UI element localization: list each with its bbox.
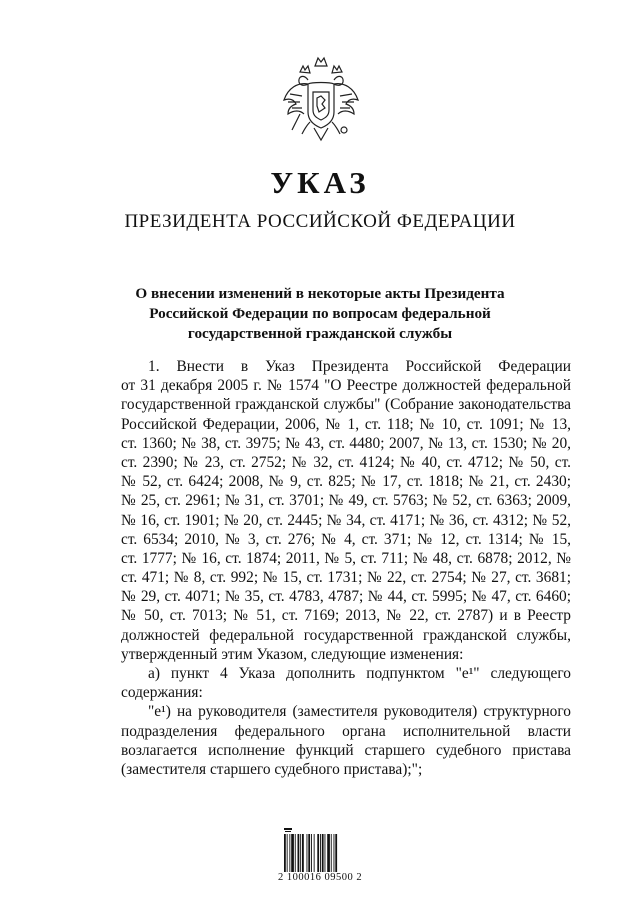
barcode-bar [322, 834, 324, 872]
body-line: № 16, ст. 1901; № 20, ст. 2445; № 34, ст. 4171; № 36, ст. 4312; № 52, [121, 511, 571, 529]
barcode-number: 2 100016 09500 2 [277, 872, 363, 883]
heading-line: Российской Федерации по вопросам федеральной [149, 305, 491, 322]
barcode-bar [284, 834, 286, 872]
barcode-bar [317, 834, 319, 872]
body-line: ст. 2390; № 23, ст. 2752; № 32, ст. 4124; № 40, ст. 4712; № 50, ст. [121, 453, 571, 471]
barcode-bar [287, 834, 288, 872]
body-line: должностей федеральной государственной гражданской службы, [121, 626, 571, 644]
barcode-bar [331, 834, 332, 872]
barcode-bar [302, 834, 304, 872]
heading-line: государственной гражданской службы [187, 325, 453, 342]
document-subtitle: ПРЕЗИДЕНТА РОССИЙСКОЙ ФЕДЕРАЦИИ [124, 211, 516, 232]
body-line: государственной гражданской службы" (Собрание законодательства [121, 396, 571, 414]
body-line: ст. 1777; № 16, ст. 1874; 2011, № 5, ст. 711; № 48, ст. 6878; 2012, № [121, 549, 571, 567]
barcode-bar [308, 834, 310, 872]
item-a-line: а) пункт 4 Указа дополнить подпунктом "е¹" следующего [148, 665, 571, 682]
body-line: № 25, ст. 2961; № 31, ст. 3701; № 49, ст. 5763; № 52, ст. 6363; 2009, [121, 492, 571, 510]
barcode-bar [334, 834, 335, 872]
body-line: ст. 6534; 2010, № 3, ст. 276; № 4, ст. 371; № 12, ст. 1314; № 15, [121, 530, 571, 548]
document-title: УКАЗ [270, 165, 370, 200]
body-line: утвержденный этим Указом, следующие изменения: [121, 645, 464, 663]
barcode-bar [307, 834, 308, 872]
barcode-bar [314, 834, 315, 872]
decree-body [121, 357, 571, 779]
barcode-bar [327, 834, 330, 872]
body-line: 1. Внести в Указ Президента Российской Федерации [148, 358, 571, 375]
state-emblem [278, 52, 364, 144]
body-line: ст. 471; № 8, ст. 992; № 15, ст. 1731; № 22, ст. 2754; № 27, ст. 3681; [121, 569, 571, 587]
decree-heading [100, 284, 540, 344]
barcode-bar [289, 834, 290, 872]
barcode-bar [320, 834, 321, 872]
barcode-bar [291, 834, 294, 872]
quote-line: возлагается исполнение функций старшего судебного пристава [121, 741, 571, 759]
item-a-line: содержания: [121, 684, 203, 702]
body-line: от 31 декабря 2005 г. № 1574 "О Реестре должностей федеральной [121, 377, 571, 395]
body-line: № 29, ст. 4071; № 35, ст. 4783, 4787; № 44, ст. 5995; № 47, ст. 6460; [121, 588, 571, 606]
barcode-bar [311, 834, 312, 872]
body-line: Российской Федерации, 2006, № 1, ст. 118; № 10, ст. 1091; № 13, [121, 415, 571, 433]
body-line: № 52, ст. 6424; 2008, № 9, ст. 825; № 17, ст. 1818; № 21, ст. 2430; [121, 473, 571, 491]
barcode-image [282, 826, 360, 874]
body-line: ст. 1360; № 38, ст. 3975; № 43, ст. 4480; 2007, № 13, ст. 1530; № 20, [121, 434, 571, 452]
quote-line: (заместителя старшего судебного пристава);"; [121, 760, 423, 778]
quote-line: подразделения федерального органа исполнительной власти [121, 722, 571, 740]
barcode-bar [298, 834, 300, 872]
barcode-bar [300, 834, 301, 872]
heading-line: О внесении изменений в некоторые акты Президента [135, 285, 505, 302]
barcode-bar [295, 834, 296, 872]
quote-line: "е¹) на руководителя (заместителя руководителя) структурного [148, 703, 571, 721]
body-line: № 50, ст. 7013; № 51, ст. 7169; 2013, № 22, ст. 2787) и в Реестр [121, 607, 571, 625]
barcode-bar [335, 834, 337, 872]
barcode-bar [325, 834, 326, 872]
